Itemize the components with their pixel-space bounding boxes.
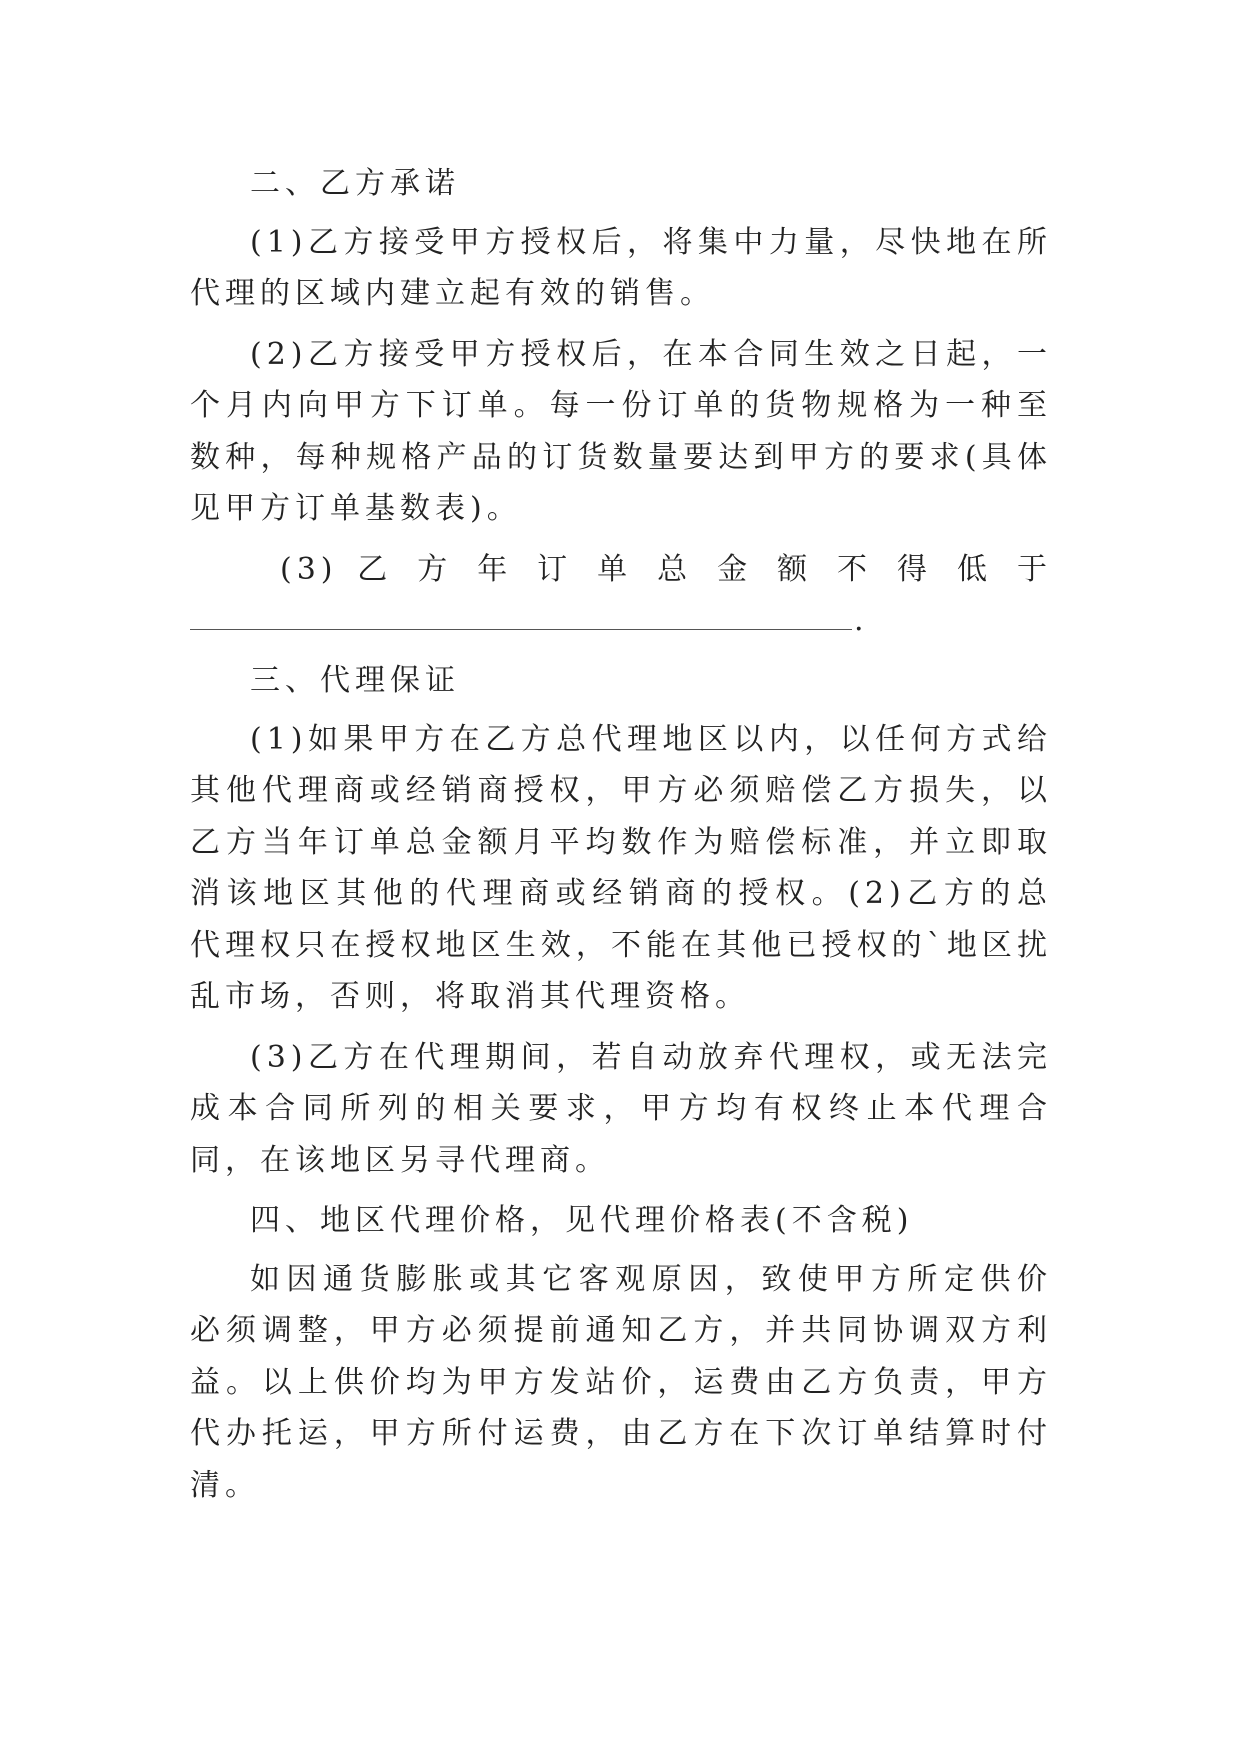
paragraph-commitment-3: (3) 乙 方 年 订 单 总 金 额 不 得 低 于 (280, 551, 1052, 587)
paragraph-commitment-2: (2)乙方接受甲方授权后，在本合同生效之日起，一个月内向甲方下订单。每一份订单的货物规格为一种至数种，每种规格产品的订货数量要达到甲方的要求(具体见甲方订单基数表)。 (190, 336, 1052, 526)
section-heading-agency-guarantee: 三、代理保证 (250, 663, 460, 698)
section-heading-party-b-commitment: 二、乙方承诺 (250, 166, 460, 201)
paragraph-guarantee-3: (3)乙方在代理期间，若自动放弃代理权，或无法完成本合同所列的相关要求，甲方均有权终止本代理合同，在该地区另寻代理商。 (190, 1039, 1052, 1178)
paragraph-guarantee-1: (1)如果甲方在乙方总代理地区以内，以任何方式给其他代理商或经销商授权，甲方必须赔偿乙方损失，以乙方当年订单总金额月平均数作为赔偿标准，并立即取消该地区其他的代理商或经销商的授权。(2)乙方的总代理权只在授权地区生效，不能在其他已授权的`地区扰乱市场，否则，将取消其代理资格。 (190, 721, 1052, 1014)
paragraph-commitment-1: (1)乙方接受甲方授权后，将集中力量，尽快地在所代理的区域内建立起有效的销售。 (190, 224, 1052, 311)
blank-underline (190, 629, 852, 630)
fill-in-blank (190, 595, 1052, 646)
paragraph-price-adjustment: 如因通货膨胀或其它客观原因，致使甲方所定供价必须调整，甲方必须提前通知乙方，并共同协调双方利益。以上供价均为甲方发站价，运费由乙方负责，甲方代办托运，甲方所付运费，由乙方在下次订单结算时付清。 (190, 1261, 1052, 1503)
section-heading-regional-price: 四、地区代理价格，见代理价格表(不含税) (250, 1203, 914, 1238)
document-body (190, 158, 1052, 1520)
blank-period: . (854, 603, 869, 638)
